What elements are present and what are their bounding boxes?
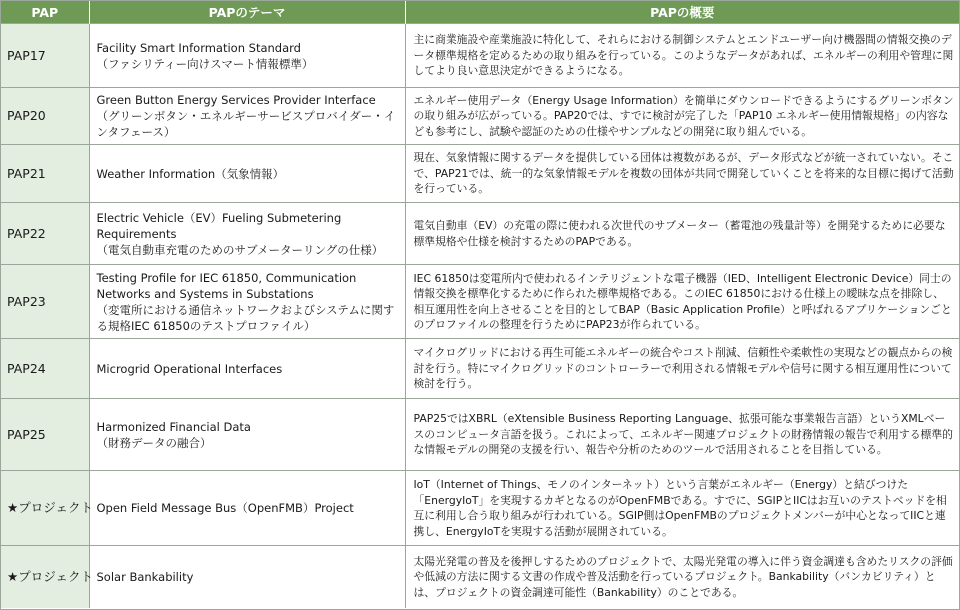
row-summary-cell: PAP25ではXBRL（eXtensible Business Reporting Language、拡張可能な事業報告言語）というXMLベースのコンピュータ言語を扱う。これによって、エネルギー関連プロジェクトの財務情報の報告で利用する標準的な情報モデルの開発の支援を行い、報告や分析のためのツールで活用されることを目指している。 — [405, 399, 959, 471]
row-summary-cell: 現在、気象情報に関するデータを提供している団体は複数があるが、データ形式などが統一されていない。そこで、PAP21では、統一的な気象情報モデルを複数の団体が共同で開発していくことを将来的な目標に掲げて活動を行っている。 — [405, 145, 959, 203]
row-pap-cell: PAP22 — [1, 203, 89, 265]
row-theme-cell — [89, 203, 405, 265]
table-row — [1, 265, 959, 339]
row-pap-cell: PAP17 — [1, 24, 89, 88]
row-theme-cell — [89, 88, 405, 145]
row-pap-cell: ★プロジェクト — [1, 471, 89, 546]
theme-title: Harmonized Financial Data — [96, 419, 251, 434]
row-summary-cell: 主に商業施設や産業施設に特化して、それらにおける制御システムとエンドユーザー向け機器間の情報交換のデータ標準規格を定めるための取り組みを行っている。このようなデータがあれば、エネルギーの利用や管理に関してより良い意思決定ができるようになる。 — [405, 24, 959, 88]
row-theme-cell — [89, 24, 405, 88]
table-row — [1, 471, 959, 546]
table-row — [1, 24, 959, 88]
table-body — [1, 24, 959, 608]
table-row — [1, 546, 959, 608]
row-summary-cell: IEC 61850は変電所内で使われるインテリジェントな電子機器（IED、Intelligent Electronic Device）同士の情報交換を標準化するために作られた標準規格である。このIEC 61850における仕様上の曖昧な点を排除し、相互運用性を向上させることを目的としてBAP（Basic Application Profile）と呼ばれるアプリケーションごとのプロファイルの整理を行うためにPAP23が作られている。 — [405, 265, 959, 339]
row-pap-cell: PAP20 — [1, 88, 89, 145]
row-theme-cell — [89, 339, 405, 399]
table-row — [1, 399, 959, 471]
theme-title: Microgrid Operational Interfaces — [96, 361, 283, 376]
row-summary-cell: IoT（Internet of Things、モノのインターネット）という言葉がエネルギー（Energy）と結びつけた「EnergyIoT」を実現するカギとなるのがOpenFMBである。すでに、SGIPとIICはお互いのテストベッドを相互に利用し合う取り組みが行われている。SGIP側はOpenFMBのプロジェクトメンバーが中心となってIICと連携し、EnergyIoTを実現する活動が展開されている。 — [405, 471, 959, 546]
theme-title-ja: （変電所における通信ネットワークおよびシステムに関する規格IEC 61850のテストプロファイル） — [96, 302, 395, 333]
row-summary-cell: エネルギー使用データ（Energy Usage Information）を簡単にダウンロードできるようにするグリーンボタンの取り組みが広がっている。PAP20では、すでに検討が完了した「PAP10 エネルギー使用情報規格」の内容なども参考にし、試験や認証のための仕様やサンプルなどの開発に取り組んでいる。 — [405, 88, 959, 145]
theme-title-ja: （ファシリティー向けスマート情報標準） — [96, 56, 314, 71]
theme-title: Facility Smart Information Standard — [96, 40, 301, 55]
row-pap-cell: PAP24 — [1, 339, 89, 399]
row-theme-cell — [89, 265, 405, 339]
theme-title: Solar Bankability — [96, 569, 194, 584]
table-row — [1, 145, 959, 203]
row-summary-cell: 電気自動車（EV）の充電の際に使われる次世代のサブメーター（蓄電池の残量計等）を開発するために必要な標準規格や仕様を検討するためのPAPである。 — [405, 203, 959, 265]
row-theme-cell — [89, 546, 405, 608]
theme-title: Green Button Energy Services Provider Interface — [96, 93, 376, 107]
row-summary-cell: マイクログリッドにおける再生可能エネルギーの統合やコスト削減、信頼性や柔軟性の実現などの観点からの検討を行う。特にマイクログリッドのコントローラーで利用される情報モデルや信号に関する相互運用性について検討を行う。 — [405, 339, 959, 399]
table-row — [1, 339, 959, 399]
row-pap-cell: PAP23 — [1, 265, 89, 339]
table-row — [1, 88, 959, 145]
theme-title-ja: （グリーンボタン・エネルギーサービスプロバイダー・インタフェース） — [96, 109, 396, 139]
theme-title-ja: （電気自動車充電のためのサブメーターリングの仕様） — [96, 242, 384, 257]
row-theme-cell — [89, 399, 405, 471]
header-theme: PAPのテーマ — [89, 1, 405, 24]
theme-title: Weather Information（気象情報） — [96, 166, 285, 181]
row-theme-cell — [89, 471, 405, 546]
theme-title: Open Field Message Bus（OpenFMB）Project — [96, 501, 354, 515]
table-row — [1, 203, 959, 265]
row-summary-cell: 太陽光発電の普及を後押しするためのプロジェクトで、太陽光発電の導入に伴う資金調達も含めたリスクの評価や低減の方法に関する文書の作成や普及活動を行っているプロジェクト。Bankability（バンカビリティ）とは、プロジェクトの資金調達可能性（Bankability）のことである。 — [405, 546, 959, 608]
header-summary: PAPの概要 — [405, 1, 959, 24]
row-theme-cell — [89, 145, 405, 203]
theme-title: Electric Vehicle（EV）Fueling Submetering Requirements — [96, 210, 342, 241]
theme-title-ja: （財務データの融合） — [96, 435, 212, 450]
row-pap-cell: PAP21 — [1, 145, 89, 203]
header-pap: PAP — [1, 1, 89, 24]
table-header — [1, 1, 959, 24]
row-pap-cell: ★プロジェクト — [1, 546, 89, 608]
row-pap-cell: PAP25 — [1, 399, 89, 471]
theme-title: Testing Profile for IEC 61850, Communication Networks and Systems in Substations — [96, 270, 357, 301]
pap-table — [1, 1, 959, 608]
